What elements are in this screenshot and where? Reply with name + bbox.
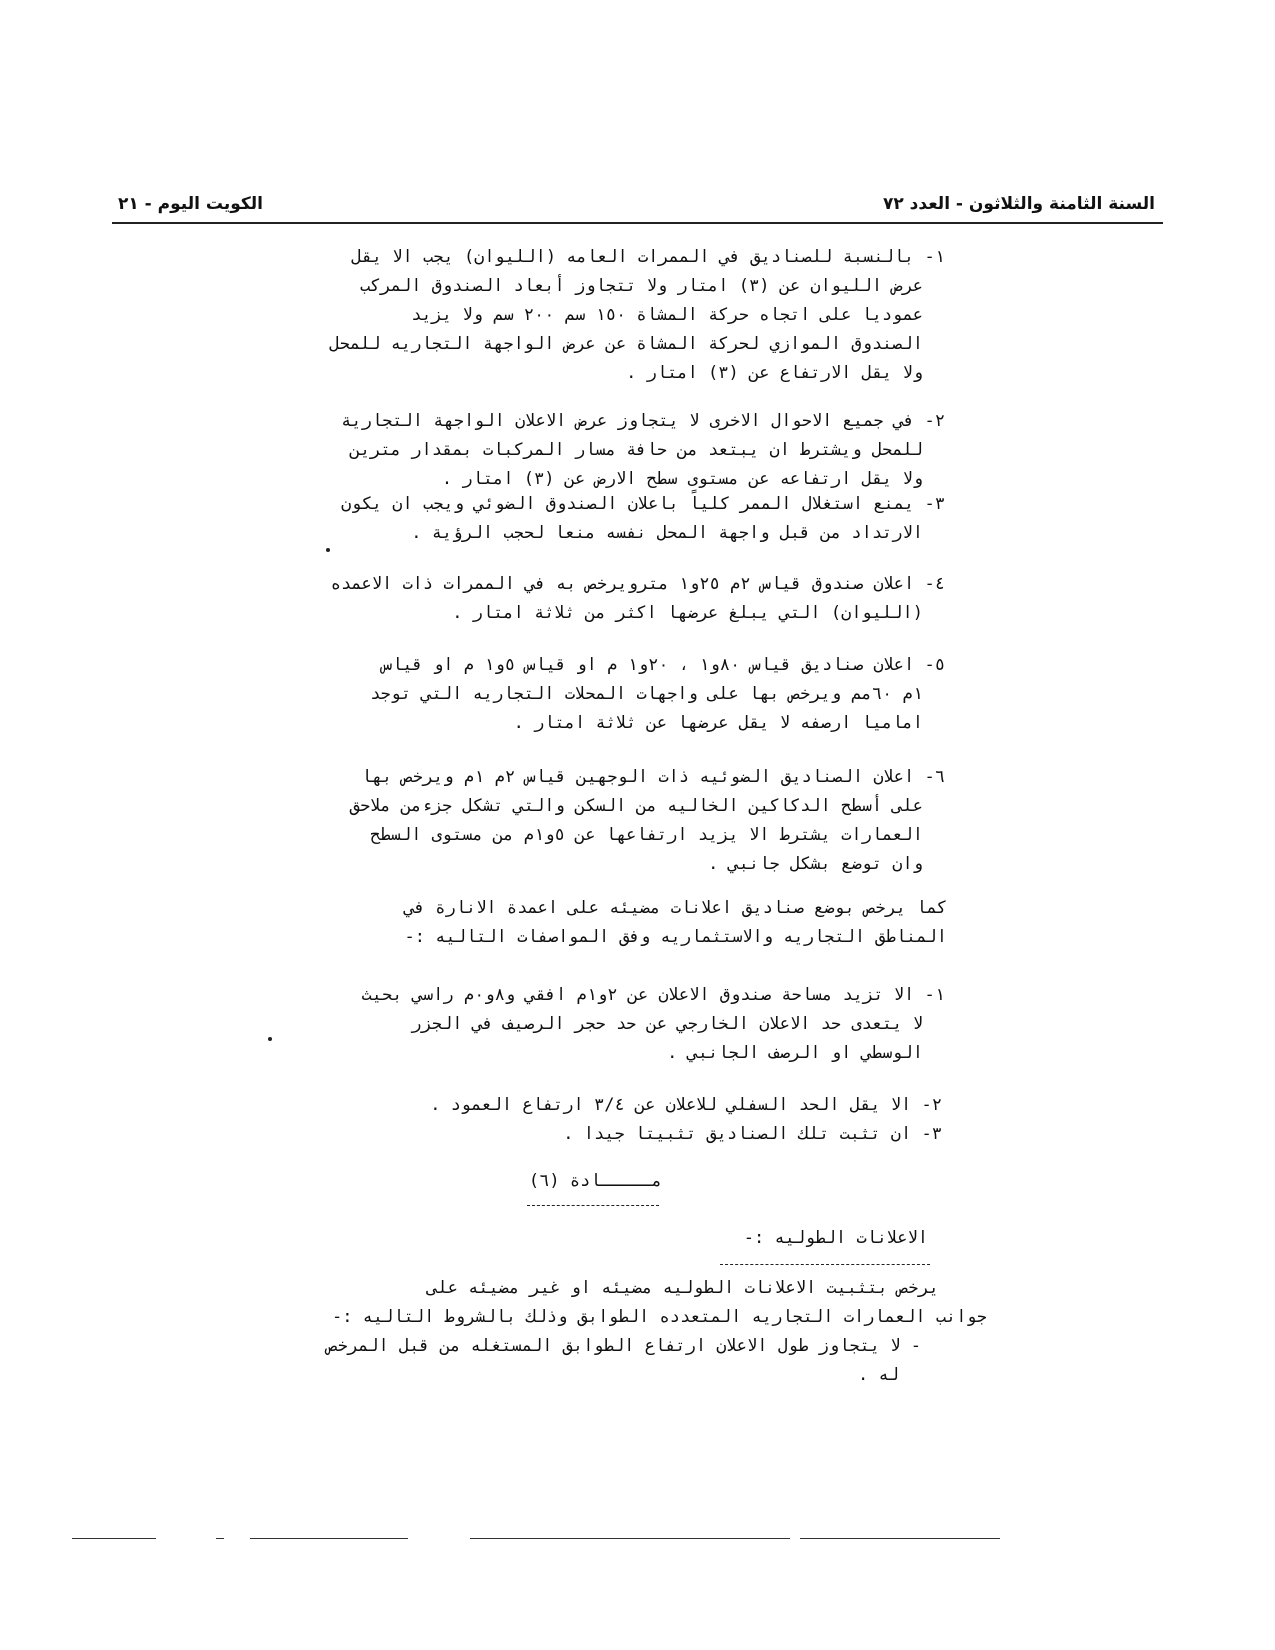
text-line: المناطق التجاريه والاستثماريه وفق المواصفات التاليه :-: [404, 927, 947, 947]
item-6: [350, 763, 945, 879]
text-line: ٦- اعلان الصناديق الضوئيه ذات الوجهين قياس ٢م ١م ويرخص بها: [361, 767, 945, 787]
header-rule: [112, 222, 1163, 224]
text-line: الارتداد من قبل واجهة المحل نفسه منعا لحجب الرؤية .: [411, 523, 923, 543]
item-3: [341, 490, 945, 548]
intro-paragraph: [405, 894, 947, 952]
text-line: عموديا على اتجاه حركة المشاة ١٥٠ سم ٢٠٠ سم ولا يزيد: [411, 305, 923, 325]
section-title: الاعلانات الطوليه :-: [743, 1228, 928, 1248]
text-line: ٥- اعلان صناديق قياس ٨٠و١ ، ٢٠و١ م او قياس ٥و١ م او قياس: [381, 655, 945, 675]
text-line: يرخص بتثبيت الاعلانات الطوليه مضيئه او غير مضيئه على: [427, 1278, 939, 1298]
text-line: ولا يقل الارتفاع عن (٣) امتار .: [626, 363, 923, 383]
text-line: الصندوق الموازي لحركة المشاة عن عرض الواجهة التجاريه للمحل: [329, 334, 923, 354]
text-line: جوانب العمارات التجاريه المتعدده الطوابق وذلك بالشروط التاليه :-: [331, 1307, 987, 1327]
footer-rule: [470, 1538, 790, 1539]
text-line: ٢- الا يقل الحد السفلي للاعلان عن ٣/٤ ارتفاع العمود .: [430, 1095, 942, 1115]
text-line: اماميا ارصفه لا يقل عرضها عن ثلاثة امتار .: [513, 713, 923, 733]
section-underline: [720, 1264, 930, 1265]
text-line: ٣- يمنع استغلال الممر كلياً باعلان الصندوق الضوئي ويجب ان يكون: [341, 494, 945, 514]
item-5: [370, 651, 945, 738]
text-line: للمحل ويشترط ان يبتعد من حافة مسار المركبات بمقدار مترين: [349, 440, 923, 460]
text-line: على أسطح الدكاكين الخاليه من السكن والتي تشكل جزءمن ملاحق: [349, 796, 923, 816]
header-gazette-page: الكويت اليوم - ٢١: [118, 194, 263, 214]
text-line: ١م ٦٠مم ويرخص بها على واجهات المحلات التجاريه التي توجد: [370, 684, 923, 704]
pole-item-1: [361, 981, 945, 1068]
text-line: ٢- في جميع الاحوال الاخرى لا يتجاوز عرض الاعلان الواجهة التجارية: [341, 411, 945, 431]
text-line: كما يرخص بوضع صناديق اعلانات مضيئه على اعمدة الانارة في: [404, 898, 947, 918]
text-line: ١- الا تزيد مساحة صندوق الاعلان عن ٢و١م افقي و٨و٠م راسي بحيث: [361, 985, 945, 1005]
scan-speck: [268, 1037, 272, 1041]
footer-rule: [250, 1538, 408, 1539]
footer-rule: [800, 1538, 1000, 1539]
text-line: وان توضع بشكل جانبي .: [708, 854, 923, 874]
text-line: - لا يتجاوز طول الاعلان ارتفاع الطوابق المستغله من قبل المرخص: [327, 1336, 921, 1356]
item-1: [329, 243, 945, 388]
text-line: عرض الليوان عن (٣) امتار ولا تتجاوز أبعاد الصندوق المركب: [360, 276, 923, 296]
text-line: (الليوان) التي يبلغ عرضها اكثر من ثلاثة امتار .: [452, 603, 923, 623]
item-4: [331, 570, 945, 628]
text-line: لا يتعدى حد الاعلان الخارجي عن حد حجر الرصيف في الجزر: [411, 1014, 923, 1034]
scan-speck: [326, 548, 330, 552]
article-title: مـــــادة (٦): [528, 1171, 662, 1191]
text-line: الوسطي او الرصف الجانبي .: [667, 1043, 923, 1063]
item-2: [341, 407, 945, 494]
text-line: العمارات يشترط الا يزيد ارتفاعها عن ٥و١م من مستوى السطح: [370, 825, 923, 845]
text-line: ١- بالنسبة للصناديق في الممرات العامه (الليوان) يجب الا يقل: [351, 247, 945, 267]
text-line: ٤- اعلان صندوق قياس ٢م ٢٥و١ مترويرخص به في الممرات ذات الاعمده: [330, 574, 945, 594]
text-line: ٣- ان تثبت تلك الصناديق تثبيتا جيدا .: [563, 1124, 942, 1144]
header-issue: السنة الثامنة والثلاثون - العدد ٧٢: [882, 194, 1155, 214]
text-line: ولا يقل ارتفاعه عن مستوى سطح الارض عن (٣) امتار .: [441, 469, 923, 489]
article-underline: [527, 1205, 659, 1206]
text-line: له .: [858, 1365, 899, 1385]
footer-rule: [216, 1538, 224, 1539]
footer-rule: [72, 1538, 156, 1539]
section-body: [327, 1274, 987, 1390]
pole-items-2-3: [430, 1091, 942, 1149]
